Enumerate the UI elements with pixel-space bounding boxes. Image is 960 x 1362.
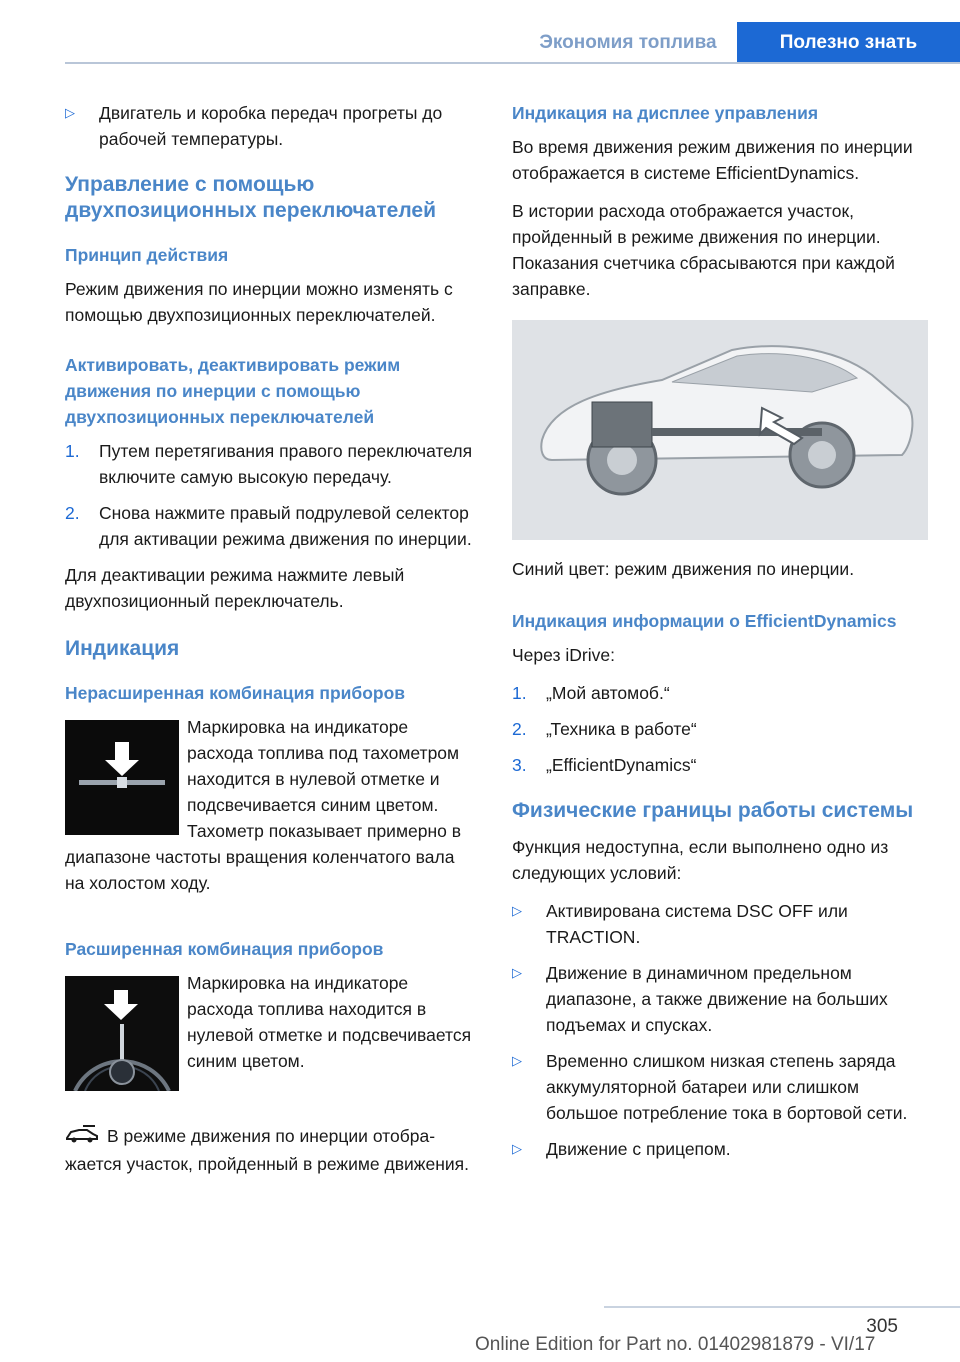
left-column (65, 100, 477, 1189)
footer-rule (604, 1306, 960, 1308)
page-number: 305 (866, 1316, 898, 1337)
heading-display: Индикация на дисплее управления (512, 103, 819, 123)
paragraph-display-2: В истории расхода отображается участок, пройденный в режиме движения по инерции. Показания счетчика сбрасываются при каждой заправке. (512, 201, 895, 299)
paragraph-principle: Режим движения по инерции можно изменять с помощью двухпозиционных переключателей. (65, 279, 453, 325)
right-column (512, 100, 930, 1172)
image-caption: Синий цвет: режим движения по инерции. (512, 559, 855, 579)
paragraph-deactivate: Для деактивации режима нажмите левый двухпозиционный переключатель. (65, 565, 405, 611)
triangle-bullet-icon: ▷ (512, 903, 522, 918)
paragraph-extended: Маркировка на индикаторе расхода топлива находится в нулевой отметке и подсвечивается синим цветом. (187, 973, 472, 1071)
step-item: 1. Путем перетягивания правого переключателя включите самую высокую передачу. (65, 441, 473, 487)
header-section-tab[interactable]: Экономия топлива (539, 32, 717, 53)
down-arrow-icon (65, 720, 179, 835)
list-item: ▷ Двигатель и коробка передач прогреты до рабочей температуры. (65, 100, 477, 152)
heading-principle: Принцип действия (65, 245, 229, 265)
coasting-car-icon (65, 1124, 99, 1151)
paragraph-via: Через iDrive: (512, 645, 615, 665)
heading-non-extended: Нерасширенная комбинация приборов (65, 683, 406, 703)
menu-path-item: 1. „Мой автомоб.“ (512, 683, 670, 703)
menu-path-item: 2. „Техника в работе“ (512, 719, 697, 739)
paragraph-limits: Функция недоступна, если выполнено одно из следующих условий: (512, 837, 889, 883)
condition-item: ▷ Временно слишком низкая степень заряда аккумуляторной батареи или слишком большое потребление тока в бортовой сети. (512, 1048, 930, 1126)
step-item: 2. Снова нажмите правый подрулевой селектор для активации режима движения по инерции. (65, 503, 472, 549)
heading-activate: Активировать, деактивировать режим движения по инерции с помощью двухпозиционных переключателей (65, 355, 401, 427)
instrument-cluster-image (65, 720, 179, 835)
extended-cluster-image (65, 976, 179, 1091)
heading-control: Управление с помощью двухпозиционных переключателей (65, 173, 436, 222)
paragraph-display-1: Во время движения режим движения по инерции отображается в системе EfficientDynamics. (512, 137, 913, 183)
header-chapter-tab[interactable]: Полезно знать (737, 22, 960, 64)
menu-path-item: 3. „EfficientDynamics“ (512, 755, 697, 775)
car-drivetrain-image (512, 320, 928, 540)
edition-note: Online Edition for Part no. 01402981879 - VI/17 (475, 1334, 876, 1355)
heading-indication: Индикация (65, 637, 180, 660)
paragraph-non-extended: Маркировка на индикаторе расхода топлива под тахометром находится в нулевой отметке и подсвечивается синим цветом. Тахометр показывает примерно в диапазоне частоты вращения коленчатого вала на холостом ходу. (65, 717, 462, 893)
condition-item: ▷ Активирована система DSC OFF или TRACTION. (512, 898, 930, 950)
condition-item: ▷ Движение в динамичном предельном диапазоне, а также движение на больших подъемах и спусках. (512, 960, 930, 1038)
condition-item: ▷ Движение с прицепом. (512, 1136, 930, 1162)
triangle-bullet-icon: ▷ (512, 965, 522, 980)
triangle-bullet-icon: ▷ (65, 105, 75, 120)
car-illustration-icon (512, 320, 928, 540)
triangle-bullet-icon: ▷ (512, 1141, 522, 1156)
triangle-bullet-icon: ▷ (512, 1053, 522, 1068)
heading-limits: Физические границы работы системы (512, 799, 914, 822)
header-rule (65, 62, 960, 64)
heading-info: Индикация информации о EfficientDynamics (512, 611, 897, 631)
gauge-icon (65, 976, 179, 1091)
heading-extended: Расширенная комбинация приборов (65, 939, 384, 959)
paragraph-coast: В режиме движения по инерции отображается участок, пройденный в режиме движения. (65, 1123, 477, 1177)
